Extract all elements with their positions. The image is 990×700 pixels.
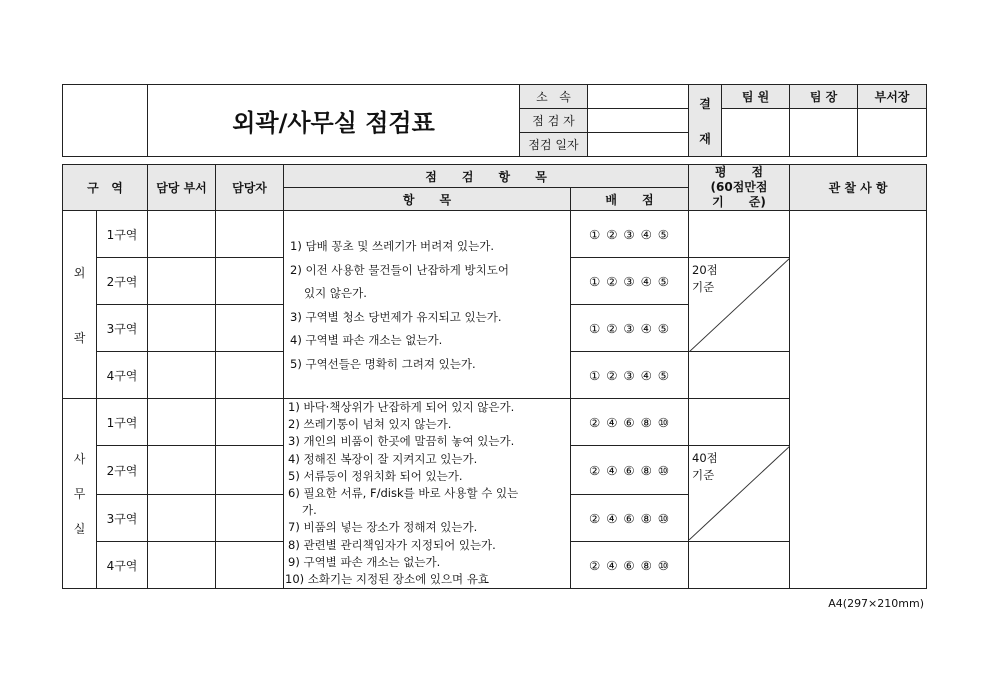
score-options[interactable]: ② ④ ⑥ ⑧ ⑩ — [571, 495, 689, 542]
rating-basis: 기준 — [692, 280, 715, 294]
score-options[interactable]: ② ④ ⑥ ⑧ ⑩ — [571, 542, 689, 589]
rating-field[interactable] — [689, 352, 790, 399]
dept-field[interactable] — [148, 258, 216, 305]
blank-logo-cell — [63, 85, 148, 157]
approver-manager-sign[interactable] — [858, 109, 927, 157]
approver-leader-label: 팀 장 — [790, 85, 858, 109]
inspection-date-field[interactable] — [588, 133, 689, 157]
zone-label: 3구역 — [97, 495, 148, 542]
zone-label: 4구역 — [97, 352, 148, 399]
rating-basis: 기준 — [692, 468, 715, 482]
paper-size-note: A4(297×210mm) — [828, 597, 924, 610]
rating-field[interactable] — [689, 399, 790, 446]
section-outer-label: 외 곽 — [63, 211, 97, 399]
section-office-label: 사 무 실 — [63, 399, 97, 589]
person-field[interactable] — [216, 399, 284, 446]
score-options[interactable]: ① ② ③ ④ ⑤ — [571, 258, 689, 305]
header-table — [62, 84, 927, 157]
approver-member-sign[interactable] — [722, 109, 790, 157]
outer-check-items: 1) 담배 꽁초 및 쓰레기가 버려져 있는가. 2) 이전 사용한 물건들이 난잡하게 방치도어 있지 않은가. 3) 구역별 청소 당번제가 유지되고 있는가. 4) 구역별 파손 개소는 없는가. 5) 구역선들은 명확히 그려져 있는가. — [284, 211, 571, 399]
dept-field[interactable] — [148, 542, 216, 589]
rating-points: 40점 — [692, 451, 718, 465]
person-field[interactable] — [216, 352, 284, 399]
office-check-items: 1) 바닥·책상위가 난잡하게 되어 있지 않은가. 2) 쓰레기통이 넘쳐 있지 않는가. 3) 개인의 비품이 한곳에 말끔히 놓여 있는가. 4) 정해진 복장이 잘 지켜지고 있는가. 5) 서류등이 정위치화 되어 있는가. 6) 필요한 서류, F/disk를 바로 사용할 수 있는 가. 7) 비품의 넣는 장소가 정해져 있는가. 8) 관련별 관리책임자가 지정되어 있는가. 9) 구역별 파손 개소는 없는가. 10) 소화기는 지정된 장소에 있으며 유효 — [284, 399, 571, 589]
score-options[interactable]: ① ② ③ ④ ⑤ — [571, 211, 689, 258]
person-field[interactable] — [216, 446, 284, 495]
approval-label: 결 재 — [689, 85, 722, 157]
inspector-field[interactable] — [588, 109, 689, 133]
inspector-label: 점 검 자 — [520, 109, 588, 133]
dept-field[interactable] — [148, 305, 216, 352]
col-dept-header: 담당 부서 — [148, 165, 216, 211]
rating-field[interactable] — [689, 211, 790, 258]
approver-member-label: 팀 원 — [722, 85, 790, 109]
dept-field[interactable] — [148, 399, 216, 446]
observation-field[interactable] — [790, 211, 927, 589]
person-field[interactable] — [216, 258, 284, 305]
dept-field[interactable] — [148, 446, 216, 495]
col-person-header: 담당자 — [216, 165, 284, 211]
checklist-table — [62, 164, 927, 589]
col-score-header: 배 점 — [571, 188, 689, 211]
dept-field[interactable] — [148, 211, 216, 258]
col-area-header: 구 역 — [63, 165, 148, 211]
page-title: 외곽/사무실 점검표 — [148, 85, 520, 157]
person-field[interactable] — [216, 495, 284, 542]
approver-manager-label: 부서장 — [858, 85, 927, 109]
zone-label: 3구역 — [97, 305, 148, 352]
col-check-header: 점 검 항 목 — [284, 165, 689, 188]
dept-field[interactable] — [148, 495, 216, 542]
score-options[interactable]: ① ② ③ ④ ⑤ — [571, 352, 689, 399]
outer-rating-cell[interactable] — [689, 258, 790, 352]
col-item-header: 항 목 — [284, 188, 571, 211]
score-options[interactable]: ② ④ ⑥ ⑧ ⑩ — [571, 399, 689, 446]
inspection-date-label: 점검 일자 — [520, 133, 588, 157]
zone-label: 1구역 — [97, 399, 148, 446]
rating-points: 20점 — [692, 263, 718, 277]
approver-leader-sign[interactable] — [790, 109, 858, 157]
zone-label: 1구역 — [97, 211, 148, 258]
col-observation-header: 관 찰 사 항 — [790, 165, 927, 211]
affiliation-label: 소 속 — [520, 85, 588, 109]
zone-label: 4구역 — [97, 542, 148, 589]
zone-label: 2구역 — [97, 446, 148, 495]
dept-field[interactable] — [148, 352, 216, 399]
person-field[interactable] — [216, 211, 284, 258]
office-rating-cell[interactable] — [689, 446, 790, 542]
col-rating-header: 평 점 (60점만점 기 준) — [689, 165, 790, 211]
rating-field[interactable] — [689, 542, 790, 589]
score-options[interactable]: ② ④ ⑥ ⑧ ⑩ — [571, 446, 689, 495]
score-options[interactable]: ① ② ③ ④ ⑤ — [571, 305, 689, 352]
affiliation-field[interactable] — [588, 85, 689, 109]
zone-label: 2구역 — [97, 258, 148, 305]
person-field[interactable] — [216, 305, 284, 352]
person-field[interactable] — [216, 542, 284, 589]
